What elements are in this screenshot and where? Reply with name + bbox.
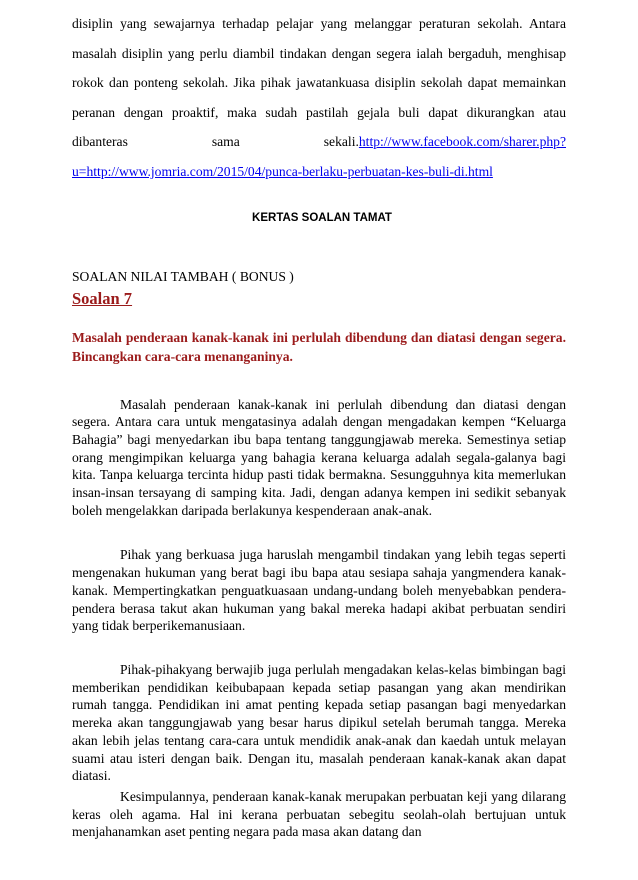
- end-of-paper-heading: KERTAS SOALAN TAMAT: [252, 211, 392, 224]
- essay-paragraph-2: Pihak yang berkuasa juga haruslah mengambil tindakan yang lebih tegas seperti mengenakan hukuman yang berat bagi ibu bapa atau sesiapa sahaja yangmendera kanak-kanak. Mempertingkatkan penguatkuasaan undang-undang boleh menyebabkan pendera-pendera berasa takut akan hukuman yang bakal mereka hadapi akibat perbuatan sendiri yang tidak berperikemanusiaan.: [72, 547, 566, 634]
- document-page: [72, 0, 577, 841]
- question-text: Masalah penderaan kanak-kanak ini perlulah dibendung dan diatasi dengan segera. Bincangkan cara-cara menanganinya.: [72, 329, 577, 364]
- intro-text: disiplin yang sewajarnya terhadap pelajar yang melanggar peraturan sekolah. Antara masalah disiplin yang perlu diambil tindakan dengan segera ialah bergaduh, menghisap rokok dan ponteng sekolah. Jika pihak jawatankuasa disiplin sekolah dapat memainkan peranan dengan proaktif, maka sudah pastilah gejala buli dapat dikurangkan atau dibanteras sama sekali.: [72, 16, 566, 150]
- essay-paragraph-1: Masalah penderaan kanak-kanak ini perlulah dibendung dan diatasi dengan segera. Antara cara untuk mengatasinya adalah dengan mengadakan kempen “Keluarga Bahagia” bagi menyedarkan ibu bapa tentang tanggungjawab mereka. Semestinya setiap orang mengimpikan keluarga yang bahagia kerana keluarga adalah segala-galanya bagi kita. Tanpa keluarga tercinta hidup pasti tidak bermakna. Sesungguhnya kita memerlukan insan-insan tersayang di samping kita. Jadi, dengan adanya kempen ini sedikit sebanyak boleh mengelakkan daripada berlakunya kespenderaan anak-anak.: [72, 396, 566, 518]
- question-number: Soalan 7: [72, 288, 133, 308]
- intro-paragraph: [72, 9, 566, 187]
- essay-paragraph-3: Pihak-pihakyang berwajib juga perlulah mengadakan kelas-kelas bimbingan bagi memberikan pendidikan keibubapaan kepada setiap pasangan yang akan mendirikan rumah tangga. Pendidikan ini amat penting kepada setiap pasangan bagi menyedarkan mereka akan tanggungjawab yang besar harus dipikul setelah berumah tangga. Mereka akan lebih jelas tentang cara-cara untuk mendidik anak-anak dan kaedah untuk melayan suami atau isteri dengan baik. Dengan itu, masalah penderaan kanak-kanak akan dapat diatasi.: [72, 662, 566, 784]
- essay-paragraph-4: Kesimpulannya, penderaan kanak-kanak merupakan perbuatan keji yang dilarang keras oleh agama. Hal ini kerana perbuatan sebegitu seolah-olah bertujuan untuk menjahanamkan aset penting negara pada masa akan datang dan: [72, 788, 566, 840]
- bonus-section-label: SOALAN NILAI TAMBAH ( BONUS ): [72, 268, 294, 284]
- share-link[interactable]: http://www.facebook.com/sharer.php?u=http://www.jomria.com/2015/04/punca-berlaku-perbuatan-kes-buli-di.html: [72, 134, 566, 179]
